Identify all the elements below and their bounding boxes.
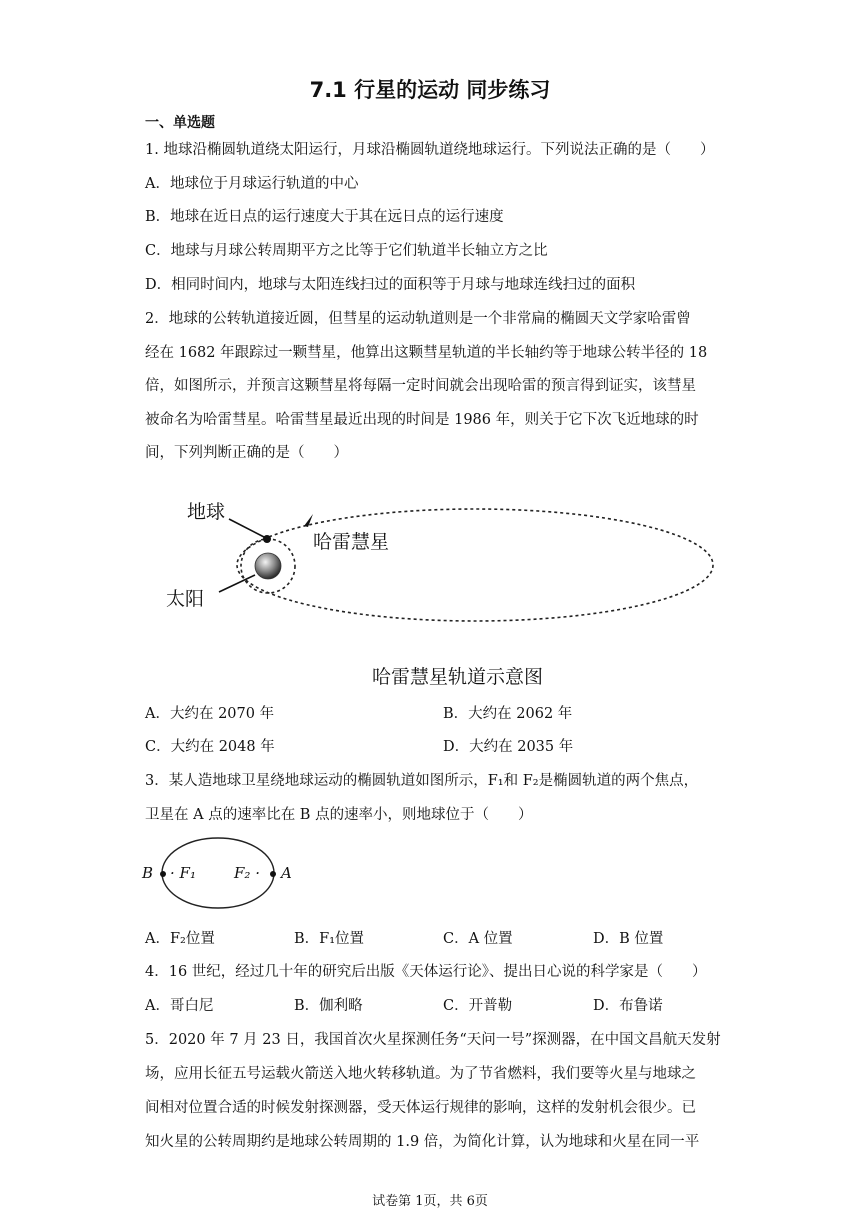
focus-f1-label: · F₁ [170,864,196,882]
q4-option-c: C．开普勒 [443,998,513,1014]
q4-stem: 4．16 世纪，经过几十年的研究后出版《天体运行论》、提出日心说的科学家是（ ） [145,964,707,980]
q5-line-1: 5．2020 年 7 月 23 日，我国首次火星探测任务“天问一号”探测器，在中国文昌航天发射 [145,1032,721,1048]
q2-option-a: A．大约在 2070 年 [145,706,275,722]
q5-line-2: 场，应用长征五号运载火箭送入地火转移轨道。为了节省燃料，我们要等火星与地球之 [145,1066,696,1082]
q4-option-a: A．哥白尼 [145,998,214,1014]
point-b-label: B [142,864,154,882]
q1-option-b: B．地球在近日点的运行速度大于其在远日点的运行速度 [145,209,504,225]
q3-option-d: D．B 位置 [593,931,664,947]
page-title: 7.1 行星的运动 同步练习 [309,78,551,102]
q2-option-d: D．大约在 2035 年 [443,739,574,755]
page-footer: 试卷第 1页，共 6页 [372,1194,488,1209]
comet-label: 哈雷慧星 [313,531,390,553]
q3-option-a: A．F₂位置 [145,931,215,947]
sun-label: 太阳 [166,588,205,610]
focus-f2-label: F₂ · [234,864,260,882]
q3-line-2: 卫星在 A 点的速率比在 B 点的速率小，则地球位于（ ） [145,807,533,823]
q4-option-d: D．布鲁诺 [593,998,663,1014]
point-a-label: A [281,864,292,882]
q1-option-d: D．相同时间内，地球与太阳连线扫过的面积等于月球与地球连线扫过的面积 [145,277,636,293]
q1-option-c: C．地球与月球公转周期平方之比等于它们轨道半长轴立方之比 [145,243,548,259]
q2-line-5: 间，下列判断正确的是（ ） [145,445,348,461]
q1-option-a: A．地球位于月球运行轨道的中心 [145,176,359,192]
q2-line-1: 2．地球的公转轨道接近圆，但彗星的运动轨道则是一个非常扁的椭圆天文学家哈雷曾 [145,311,691,327]
q5-line-3: 间相对位置合适的时候发射探测器，受天体运行规律的影响，这样的发射机会很少。已 [145,1100,696,1116]
section-heading: 一、单选题 [145,115,215,131]
q2-line-2: 经在 1682 年跟踪过一颗彗星，他算出这颗彗星轨道的半长轴约等于地球公转半径的 18 [145,345,708,361]
q3-option-b: B．F₁位置 [294,931,365,947]
earth-label: 地球 [187,501,226,523]
q2-option-b: B．大约在 2062 年 [443,706,573,722]
q2-line-4: 被命名为哈雷彗星。哈雷彗星最近出现的时间是 1986 年，则关于它下次飞近地球的时 [145,412,699,428]
point-b-dot [160,871,166,877]
q3-option-c: C．A 位置 [443,931,513,947]
q1-stem: 1. 地球沿椭圆轨道绕太阳运行，月球沿椭圆轨道绕地球运行。下列说法正确的是（ ） [145,142,715,158]
q2-option-c: C．大约在 2048 年 [145,739,275,755]
q5-line-4: 知火星的公转周期约是地球公转周期的 1.9 倍，为简化计算，认为地球和火星在同一平 [145,1134,700,1150]
q4-option-b: B．伽利略 [294,998,363,1014]
figure-caption: 哈雷慧星轨道示意图 [372,666,544,688]
q3-line-1: 3．某人造地球卫星绕地球运动的椭圆轨道如图所示，F₁和 F₂是椭圆轨道的两个焦点， [145,773,699,789]
q2-line-3: 倍，如图所示，并预言这颗彗星将每隔一定时间就会出现哈雷的预言得到证实，该彗星 [145,378,696,394]
point-a-dot [270,871,276,877]
